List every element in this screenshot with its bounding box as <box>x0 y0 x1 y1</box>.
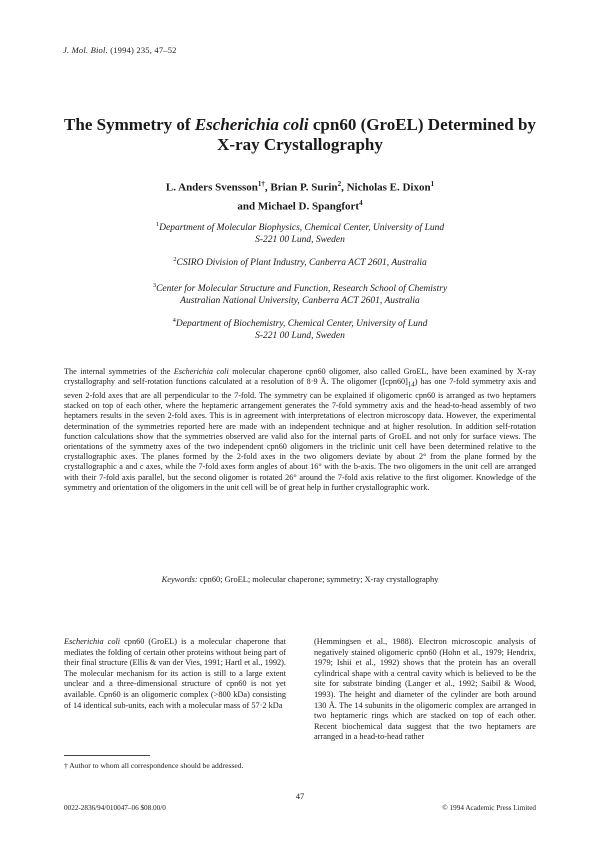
body-text: cpn60 (GroEL) is a molecular chaperone that mediates the folding of certain other proteins without being part of their final structure (Ellis & van der Vies, 1991; Hartl et al., 1992). The molecular mechanism for its action is still to a large extent unclear and a three-dimensional structure of cpn60 is not yet available. Cpn60 is an oligomeric complex (>800 kDa) consisting of 14 identical sub-units, each with a molecular mass of 57·2 kDa <box>64 637 286 710</box>
abstract-text: ) has one 7-fold symmetry axis and seven 2-fold axes that are all perpendicular to the 7-fold. The symmetry can be explained if oligomeric cpn60 is arranged as two heptamers stacked on top of each other, where the heptameric arrangement generates the 7-fold symmetry axis and the head-to-head assembly of two heptamers results in the seven 2-fold axes. This is in agreement with interpretations of electron microscopy data. However, the experimental determination of the symmetries reported here are made with an independent technique and at higher resolution. In addition self-rotation function calculations show that the symmetries observed are valid also for the internal parts of GroEL and not only for surface views. The orientations of the symmetry axes of the two independent cpn60 oligomers in the triclinic unit cell have been determined relative to the crystallographic axes. The planes formed by the 2-fold axes in the two oligomers deviate by about 2° from the plane formed by the crystallographic a and c axes, while the 7-fold axes form angles of about 16° with the b-axis. The two oligomers in the unit cell are arranged with their 7-fold axis parallel, but the second oligomer is rotated 26° around the 7-fold axis relative to the first oligomer. Knowledge of the symmetry and orientation of the oligomers in the unit cell will be of great help in further crystallographic work. <box>64 377 536 492</box>
author-superscript: 4 <box>359 198 363 207</box>
title-suffix: cpn60 (GroEL) Determined by X-ray Crystallography <box>217 115 536 154</box>
author-joiner: and <box>237 200 256 213</box>
keywords-text: cpn60; GroEL; molecular chaperone; symmetry; X-ray crystallography <box>197 575 439 584</box>
title-prefix: The Symmetry of <box>64 115 195 134</box>
author-separator: , <box>264 181 271 194</box>
affiliation-line: S-221 00 Lund, Sweden <box>255 331 345 342</box>
affiliation-2 <box>100 254 500 269</box>
title-organism: Escherichia coli <box>194 115 309 134</box>
affiliation-line: CSIRO Division of Plant Industry, Canberra ACT 2601, Australia <box>176 258 427 269</box>
affiliation-marker: 3 <box>152 282 157 289</box>
affiliation-1 <box>100 219 500 246</box>
body-column-right <box>314 637 536 743</box>
journal-citation <box>63 45 177 55</box>
affiliation-marker: 1 <box>155 221 160 228</box>
abstract-text: The internal symmetries of the <box>64 367 174 376</box>
body-column-left <box>64 637 286 711</box>
affiliation-line: Department of Biochemistry, Chemical Center, University of Lund <box>175 319 428 330</box>
author-name: Nicholas E. Dixon <box>346 181 431 194</box>
abstract-text: molecular chaperone cpn60 oligomer, also called GroEL, have been examined by X-ray crystallography and self-rotation functions calculated at a resolution of 8·9 Å. The oligomer ([cpn60] <box>64 367 536 387</box>
author-separator: , <box>341 181 347 194</box>
affiliation-line: Department of Molecular Biophysics, Chemical Center, University of Lund <box>159 223 445 234</box>
affiliation-line: Australian National University, Canberra ACT 2601, Australia <box>180 296 420 307</box>
affiliation-marker: 2 <box>173 256 177 263</box>
author-superscript: 2 <box>337 180 342 188</box>
affiliation-marker: 4 <box>172 317 176 324</box>
issn-code: 0022-2836/94/010047–06 $08.00/0 <box>64 804 166 812</box>
body-text: (Hemmingsen et al., 1988). Electron microscopic analysis of negatively stained oligomeric cpn60 (Hohn et al., 1979; Hendrix, 1979; Ishii et al., 1992) shows that the protein has an overall cylindrical shape with a central cavity which is believed to be the site for substrate binding (Langer et al., 1992; Saibil & Wood, 1993). The height and diameter of the cylinder are both around 130 Å. The 14 subunits in the oligomeric complex are arranged in two heptameric rings which are stacked on top of each other. Recent biochemical data suggest that the two heptamers are arranged in a head-to-head rather <box>314 637 536 742</box>
abstract-subscript: 14 <box>407 381 415 389</box>
author-name: L. Anders Svensson <box>165 181 258 194</box>
author-name: Brian P. Surin <box>270 181 338 194</box>
author-superscript: 1 <box>430 180 435 188</box>
keywords <box>64 575 536 584</box>
body-lead-organism: Escherichia coli <box>64 637 121 646</box>
copyright-notice: © 1994 Academic Press Limited <box>442 804 536 812</box>
affiliation-4 <box>100 315 500 342</box>
footnote: † Author to whom all correspondence should be addressed. <box>64 761 244 770</box>
keywords-label: Keywords: <box>161 575 198 584</box>
journal-volume-pages: (1994) 235, 47–52 <box>110 45 177 55</box>
author-name: Michael D. Spangfort <box>257 200 360 213</box>
page-number: 47 <box>295 791 305 801</box>
affiliation-3 <box>100 280 500 307</box>
footnote-divider <box>64 755 150 756</box>
article-title <box>60 115 540 155</box>
author-superscript: 1† <box>257 180 265 188</box>
affiliation-line: Center for Molecular Structure and Function, Research School of Chemistry <box>156 284 448 295</box>
author-list <box>70 177 530 214</box>
abstract <box>64 367 536 493</box>
affiliation-line: S-221 00 Lund, Sweden <box>255 235 345 246</box>
abstract-organism: Escherichia coli <box>173 367 229 376</box>
journal-name: J. Mol. Biol. <box>63 45 108 55</box>
